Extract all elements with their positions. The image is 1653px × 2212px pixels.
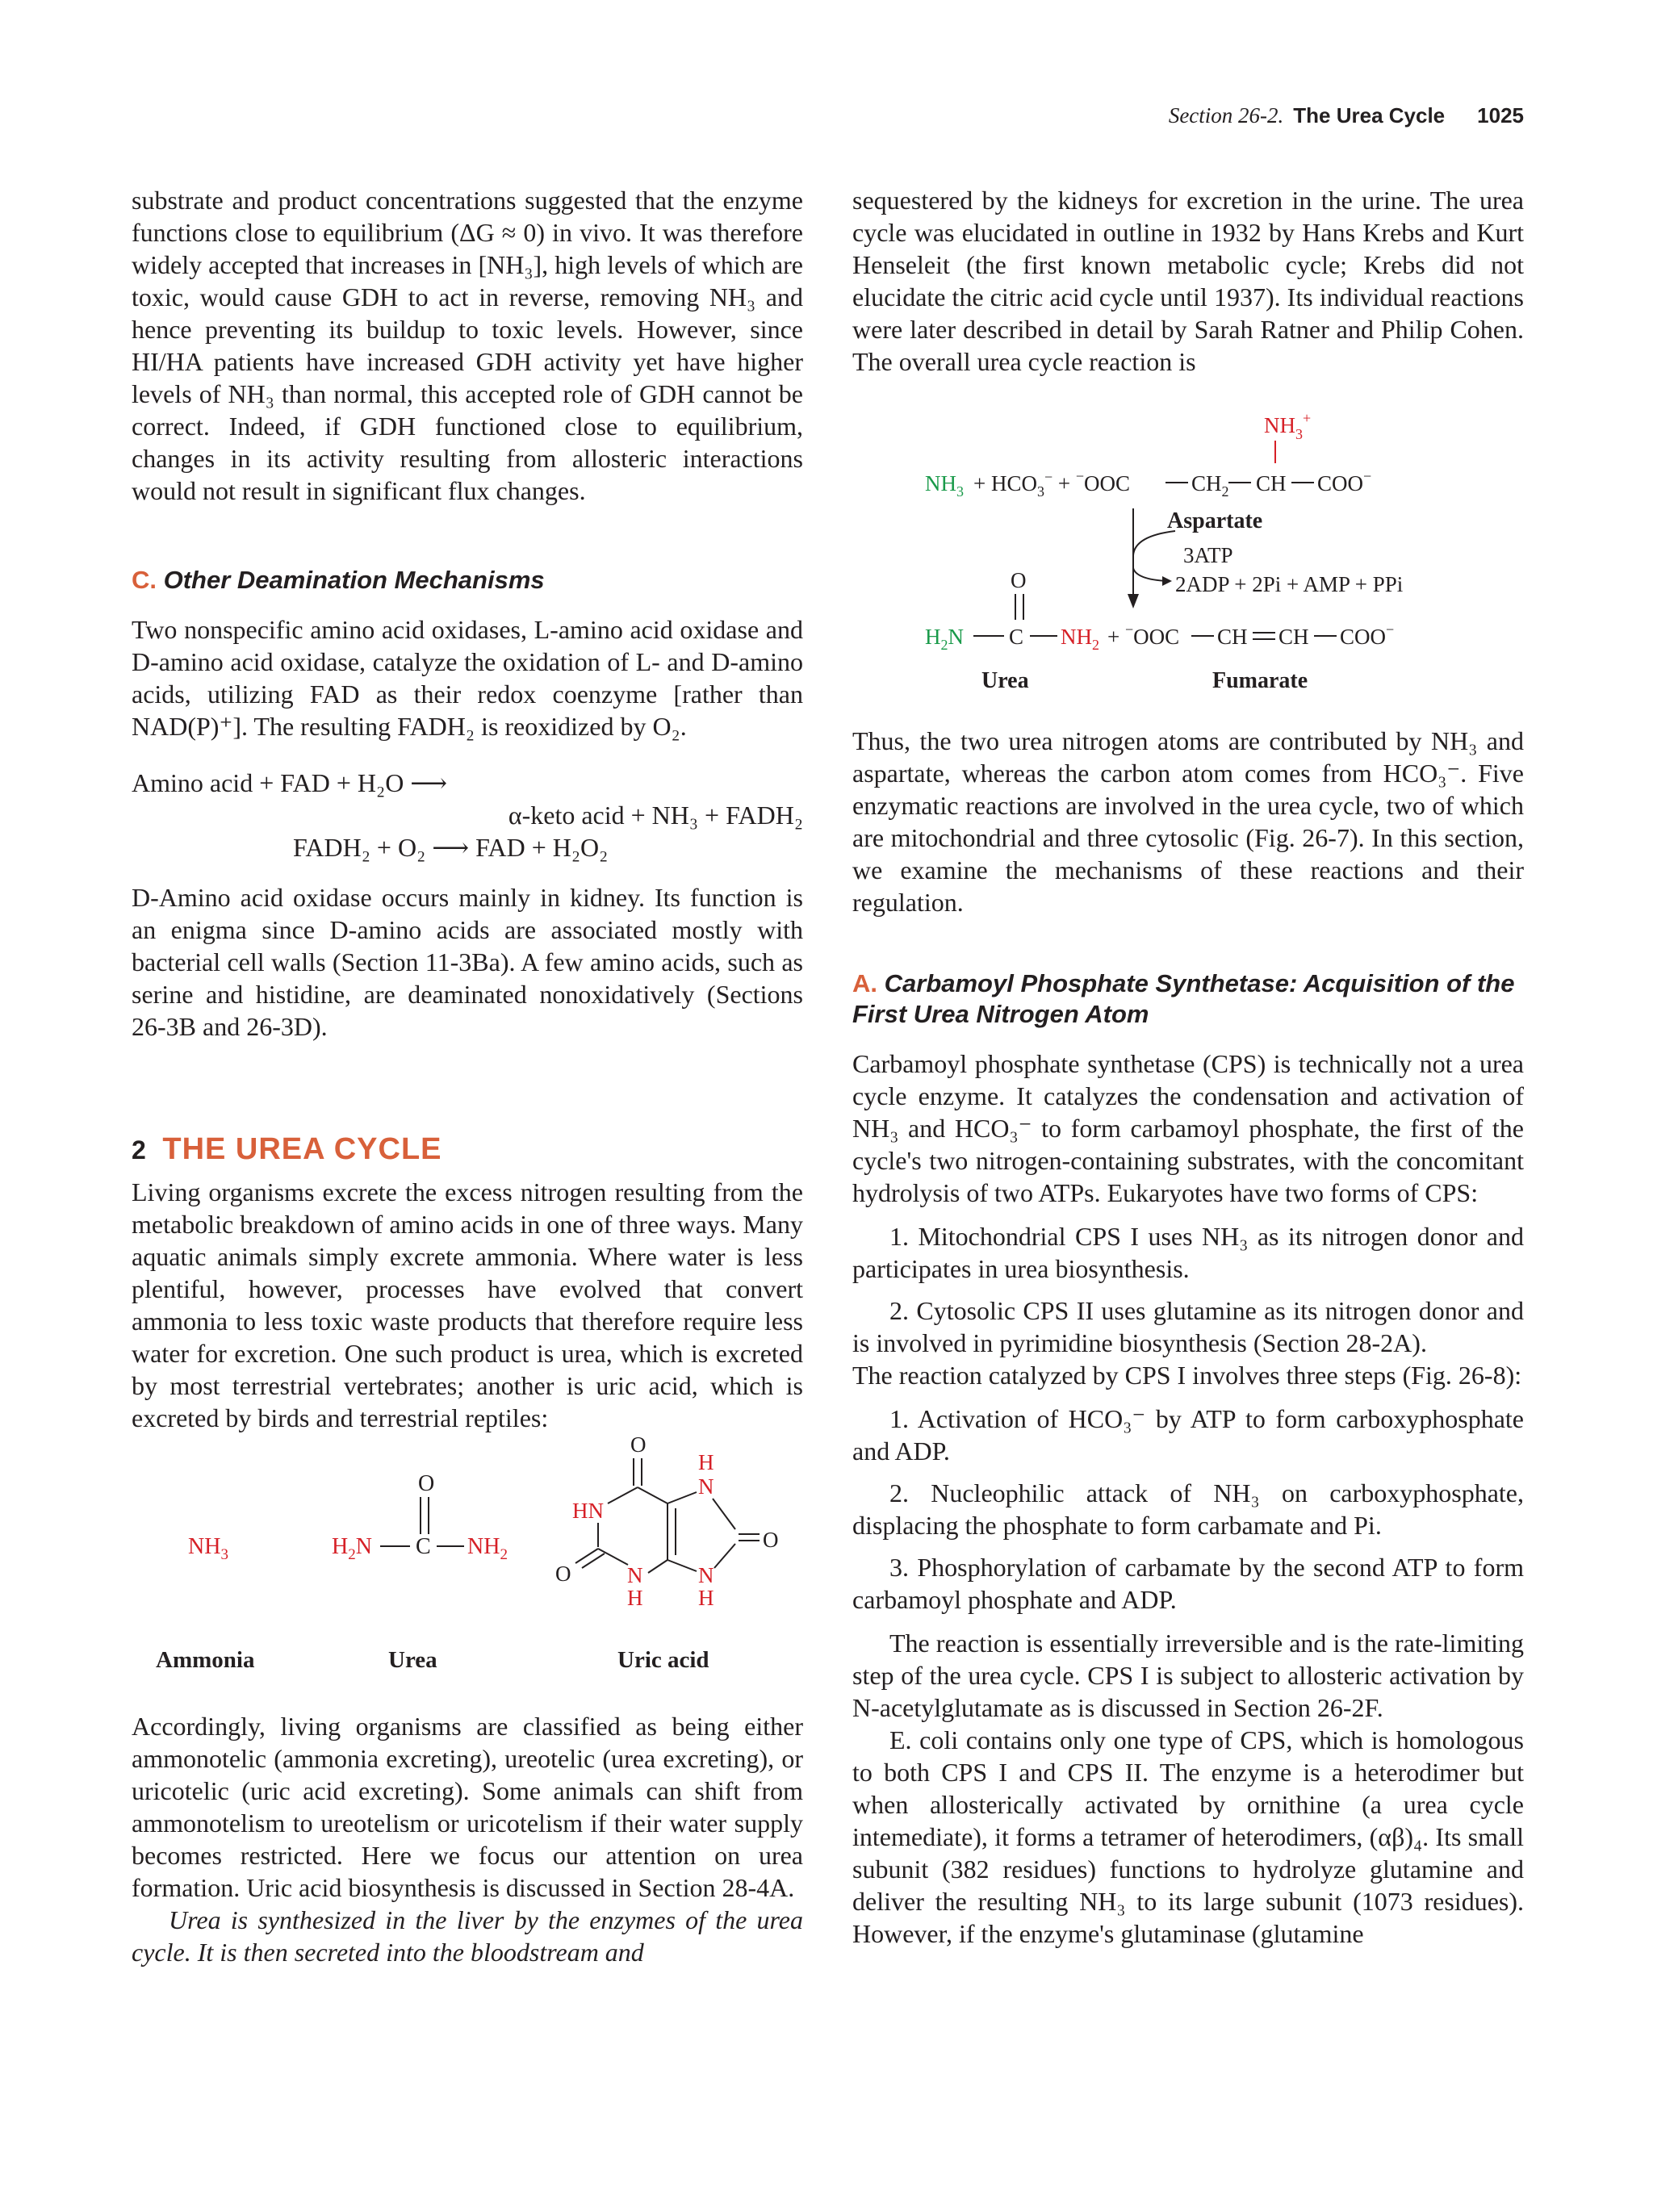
ammonia-formula: $NH_3$	[188, 1534, 228, 1563]
svg-text:C: C	[1009, 625, 1024, 649]
left-paragraph-5: Accordingly, living organisms are classified as being either ammonotelic (ammonia excreting), ureotelic (urea excreting), or uricotelic (uric acid excreting). Some animals can shift from ammonotelism to ureotelism or uricotelism if their water supply becomes restricted. Here we focus our attention on urea formation. Uric acid biosynthesis is discussed in Section 28-4A.	[132, 1712, 803, 1902]
right-paragraph-6: E. coli contains only one type of CPS, which is homologous to both CPS I and CPS II. The enzyme is a heterodimer but when allosterically activated by ornithine (a urea cycle intemediate), it forms a tetramer of heterodimers, (αβ)₄. Its small subunit (382 residues) functions to hydrolyze glutamine and deliver the resulting NH₃ to its large subunit (1073 residues). However, if the enzyme's glutaminase (glutamine	[852, 1725, 1524, 1948]
cps-step-3: 3. Phosphorylation of carbamate by the second ATP to form carbamoyl phosphate and ADP.	[852, 1553, 1524, 1614]
svg-text:NH3+: $NH_3^+$	[1264, 410, 1312, 442]
header-section: Section 26-2.	[1168, 103, 1284, 128]
section-c-heading	[132, 565, 803, 596]
header-section-title: The Urea Cycle	[1293, 103, 1446, 128]
cps-step-1: 1. Activation of HCO₃⁻ by ATP to form carboxyphosphate and ADP.	[852, 1404, 1524, 1466]
svg-text:HN: HN	[572, 1499, 604, 1523]
cps-step-2: 2. Nucleophilic attack of NH₃ on carboxyphosphate, displacing the phosphate to form carbamate and Pi.	[852, 1478, 1524, 1540]
svg-text:NH2: $NH_2$	[467, 1534, 508, 1563]
svg-text:H: H	[698, 1450, 714, 1474]
label-3atp: 3ATP	[1183, 543, 1233, 567]
left-column	[132, 184, 803, 1968]
equation-1-line-2: α-keto acid + NH₃ + FADH₂	[508, 801, 803, 830]
urea-structure	[332, 1471, 508, 1563]
svg-text:+ HCO3− + −OOC: + $HCO_3^- + ^-OOC$	[973, 468, 1131, 500]
left-paragraph-3: D-Amino acid oxidase occurs mainly in kidney. Its function is an enigma since D-amino acids are associated mostly with bacterial cell walls (Section 11-3Ba). A few amino acids, such as serine and histidine, are deaminated nonoxidatively (Sections 26-3B and 26-3D).	[132, 883, 803, 1041]
right-paragraph-5: The reaction is essentially irreversible and is the rate-limiting step of the urea cycle. CPS I is subject to allosteric activation by N-acetylglutamate as is discussed in Section 26-2F.	[852, 1629, 1524, 1722]
label-urea-product: Urea	[981, 668, 1029, 693]
left-paragraph-6: Urea is synthesized in the liver by the enzymes of the urea cycle. It is then secreted into the bloodstream and	[132, 1905, 803, 1967]
label-products: 2ADP + 2Pi + AMP + PPi	[1175, 572, 1404, 596]
svg-text:CH2: $CH_2$	[1191, 471, 1229, 500]
svg-text:C: C	[416, 1534, 431, 1559]
label-aspartate: Aspartate	[1167, 508, 1263, 533]
label-ammonia: Ammonia	[156, 1647, 255, 1673]
svg-text:O: O	[763, 1528, 779, 1552]
svg-text:N: N	[627, 1563, 643, 1587]
svg-text:N: N	[698, 1563, 714, 1587]
svg-text:H2N: $H_2N$	[332, 1534, 372, 1563]
section-2-heading	[132, 1133, 803, 1166]
label-uric-acid: Uric acid	[617, 1647, 709, 1673]
equation-2: FADH₂ + O₂ ⟶ FAD + H₂O₂	[293, 833, 609, 862]
svg-text:+ −OOC: + −OOC	[1107, 621, 1180, 649]
svg-text:H: H	[627, 1586, 643, 1610]
right-column	[852, 184, 1524, 1950]
section-c-letter: C.	[132, 566, 157, 594]
svg-text:CH: CH	[1217, 625, 1248, 649]
label-urea: Urea	[388, 1647, 437, 1673]
svg-text:COO−: COO−	[1317, 468, 1372, 496]
svg-text:NH2: $NH_2$	[1061, 625, 1099, 653]
left-paragraph-2: Two nonspecific amino acid oxidases, L-amino acid oxidase and D-amino acid oxidase, catalyze the oxidation of L- and D-amino acids, utilizing FAD as their redox coenzyme [rather than NAD(P)⁺]. The resulting FADH₂ is reoxidized by O₂.	[132, 615, 803, 741]
left-paragraph-1: substrate and product concentrations suggested that the enzyme functions close to equilibrium (ΔG ≈ 0) in vivo. It was therefore widely accepted that increases in [NH₃], high levels of which are toxic, would cause GDH to act in reverse, removing NH₃ and hence preventing its buildup to toxic levels. However, since HI/HA patients have increased GDH activity yet have higher levels of NH₃ than normal, this accepted role of GDH cannot be correct. Indeed, if GDH functioned close to equilibrium, changes in its activity resulting from allosteric interactions would not result in significant flux changes.	[132, 186, 803, 505]
equation-1-line-1: Amino acid + FAD + H₂O ⟶	[132, 768, 448, 797]
svg-text:O: O	[418, 1471, 435, 1496]
nitrogen-waste-structures	[132, 1434, 803, 1692]
section-a-heading	[852, 968, 1524, 1030]
svg-text:N: N	[698, 1474, 714, 1499]
svg-text:NH3: $NH_3$	[925, 471, 964, 500]
left-paragraph-4: Living organisms excrete the excess nitrogen resulting from the metabolic breakdown of amino acids in one of three ways. Many aquatic animals simply excrete ammonia. Where water is less plentiful, however, processes have evolved that convert ammonia to less toxic waste products that therefore require less water for excretion. One such product is urea, which is excreted by most terrestrial vertebrates; another is uric acid, which is excreted by birds and terrestrial reptiles:	[132, 1177, 803, 1432]
running-header	[1169, 103, 1524, 128]
svg-text:H: H	[698, 1586, 714, 1610]
section-a-title: Carbamoyl Phosphate Synthetase: Acquisition of the First Urea Nitrogen Atom	[852, 969, 1515, 1028]
section-a-letter: A.	[852, 969, 877, 997]
svg-text:CH: CH	[1278, 625, 1309, 649]
right-paragraph-1: sequestered by the kidneys for excretion in the urine. The urea cycle was elucidated in outline in 1932 by Hans Krebs and Kurt Henseleit (the first known metabolic cycle; Krebs did not elucidate the citric acid cycle until 1937). Its individual reactions were later described in detail by Sarah Ratner and Philip Cohen. The overall urea cycle reaction is	[852, 186, 1524, 376]
right-paragraph-2: Thus, the two urea nitrogen atoms are contributed by NH₃ and aspartate, whereas the carbon atom comes from HCO₃⁻. Five enzymatic reactions are involved in the urea cycle, two of which are mitochondrial and three cytosolic (Fig. 26-7). In this section, we examine the mechanisms of these reactions and their regulation.	[852, 726, 1524, 917]
urea-cycle-overall-reaction	[852, 378, 1524, 717]
section-2-number: 2	[132, 1135, 146, 1165]
section-c-title: Other Deamination Mechanisms	[163, 566, 545, 594]
cps-form-2: 2. Cytosolic CPS II uses glutamine as its nitrogen donor and is involved in pyrimidine biosynthesis (Section 28-2A).	[852, 1296, 1524, 1357]
label-fumarate: Fumarate	[1212, 668, 1308, 693]
svg-text:O: O	[1011, 568, 1027, 592]
svg-text:COO−: COO−	[1340, 621, 1395, 649]
svg-text:O: O	[555, 1562, 571, 1586]
page-number: 1025	[1477, 103, 1524, 128]
uric-acid-structure	[555, 1434, 779, 1610]
svg-text:H2N: $H_2N$	[925, 625, 964, 653]
right-paragraph-4: The reaction catalyzed by CPS I involves three steps (Fig. 26-8):	[852, 1361, 1522, 1390]
svg-text:CH: CH	[1256, 471, 1287, 496]
section-2-title: THE UREA CYCLE	[162, 1132, 442, 1166]
svg-text:O: O	[630, 1434, 647, 1457]
right-paragraph-3: Carbamoyl phosphate synthetase (CPS) is technically not a urea cycle enzyme. It catalyzes the condensation and activation of NH₃ and HCO₃⁻ to form carbamoyl phosphate, the first of the cycle's two nitrogen-containing substrates, with the concomitant hydrolysis of two ATPs. Eukaryotes have two forms of CPS:	[852, 1049, 1524, 1207]
cps-form-1: 1. Mitochondrial CPS I uses NH₃ as its nitrogen donor and participates in urea biosynthesis.	[852, 1222, 1524, 1283]
